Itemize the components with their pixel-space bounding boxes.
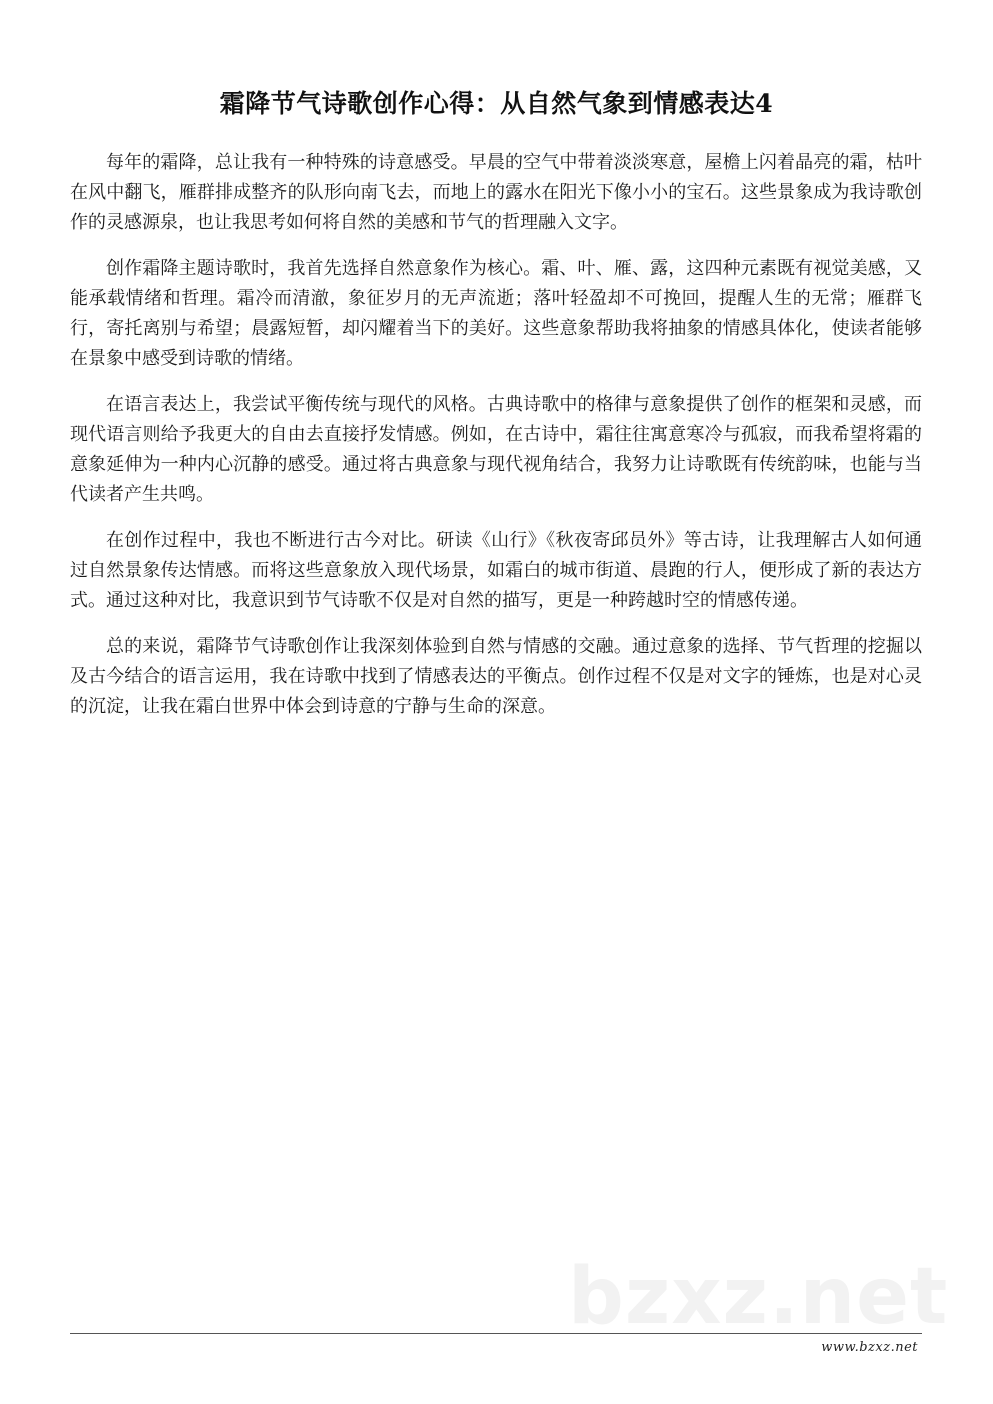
paragraph-3: 在语言表达上，我尝试平衡传统与现代的风格。古典诗歌中的格律与意象提供了创作的框架和灵感，而现代语言则给予我更大的自由去直接抒发情感。例如，在古诗中，霜往往寓意寒冷与孤寂，而我希望将霜的意象延伸为一种内心沉静的感受。通过将古典意象与现代视角结合，我努力让诗歌既有传统韵味，也能与当代读者产生共鸣。 <box>70 394 922 505</box>
site-watermark: bzxz.net <box>568 1252 949 1342</box>
paragraph-1: 每年的霜降，总让我有一种特殊的诗意感受。早晨的空气中带着淡淡寒意，屋檐上闪着晶亮的霜，枯叶在风中翻飞，雁群排成整齐的队形向南飞去，而地上的露水在阳光下像小小的宝石。这些景象成为我诗歌创作的灵感源泉，也让我思考如何将自然的美感和节气的哲理融入文字。 <box>70 152 922 233</box>
document-body <box>70 148 922 738</box>
document-title: 霜降节气诗歌创作心得：从自然气象到情感表达4 <box>219 89 774 118</box>
paragraph-5: 总的来说，霜降节气诗歌创作让我深刻体验到自然与情感的交融。通过意象的选择、节气哲理的挖掘以及古今结合的语言运用，我在诗歌中找到了情感表达的平衡点。创作过程不仅是对文字的锤炼，也是对心灵的沉淀，让我在霜白世界中体会到诗意的宁静与生命的深意。 <box>70 636 922 717</box>
footer-divider <box>70 1333 922 1334</box>
paragraph-4: 在创作过程中，我也不断进行古今对比。研读《山行》《秋夜寄邱员外》等古诗，让我理解古人如何通过自然景象传达情感。而将这些意象放入现代场景，如霜白的城市街道、晨跑的行人，便形成了新的表达方式。通过这种对比，我意识到节气诗歌不仅是对自然的描写，更是一种跨越时空的情感传递。 <box>70 530 922 611</box>
paragraph-2: 创作霜降主题诗歌时，我首先选择自然意象作为核心。霜、叶、雁、露，这四种元素既有视觉美感，又能承载情绪和哲理。霜冷而清澈，象征岁月的无声流逝；落叶轻盈却不可挽回，提醒人生的无常；雁群飞行，寄托离别与希望；晨露短暂，却闪耀着当下的美好。这些意象帮助我将抽象的情感具体化，使读者能够在景象中感受到诗歌的情绪。 <box>70 258 922 369</box>
footer-url: www.bzxz.net <box>821 1340 918 1355</box>
